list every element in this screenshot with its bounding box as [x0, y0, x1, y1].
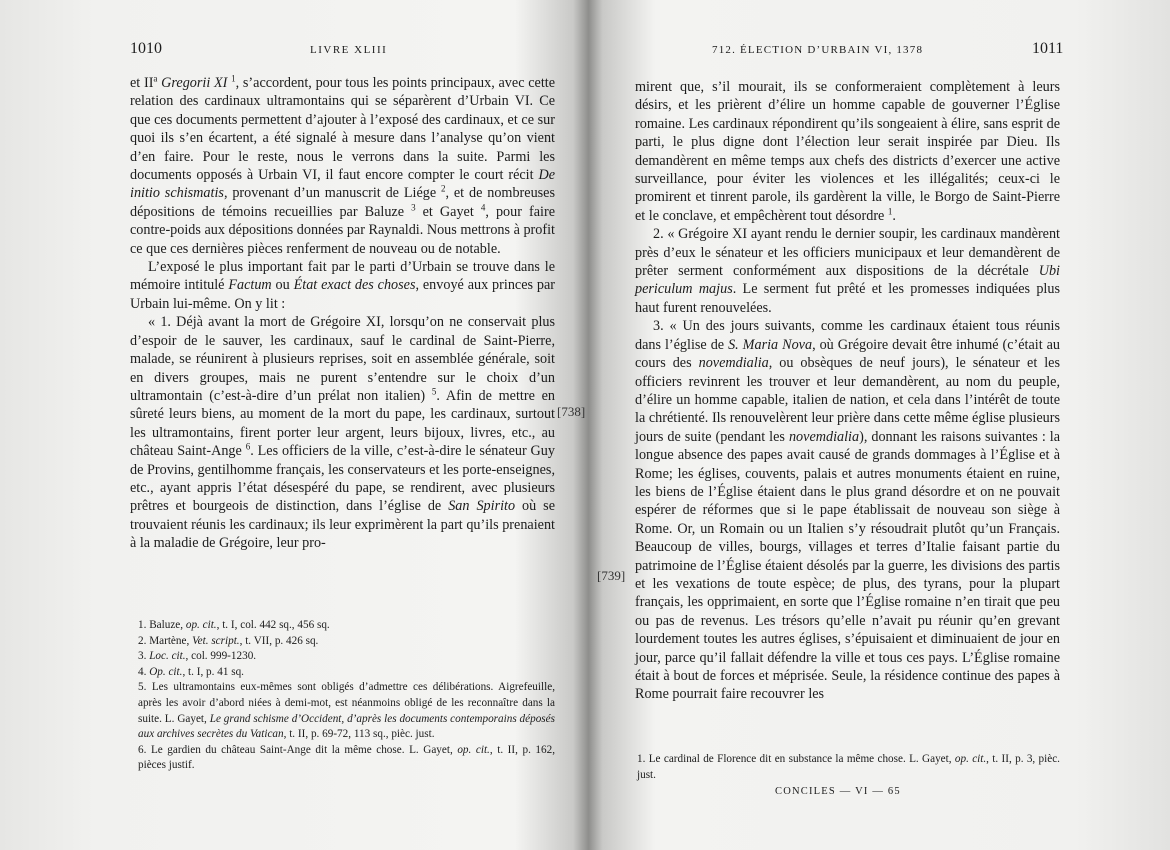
running-head: LIVRE XLIII — [310, 44, 388, 56]
footnote: 1. Le cardinal de Florence dit en substance la même chose. L. Gayet, op. cit., t. II, p. 3, pièc. just. — [637, 753, 1060, 781]
margin-page-mark: [738] — [557, 404, 586, 419]
footnote: 2. Martène, Vet. script., t. VII, p. 426 sq. — [138, 634, 319, 647]
margin-page-mark: [739] — [597, 568, 626, 583]
paragraph: 2. « Grégoire XI ayant rendu le dernier soupir, les cardinaux mandèrent près d’eux le sénateur et les officiers municipaux et leur demandèrent de prêter serment conformément aux dispositions de la décrétale Ubi periculum majus. Le serment fut prêté et les promesses indiquées plus haut furent renouvelées. — [635, 226, 1060, 316]
footnote: 6. Le gardien du château Saint-Ange dit la même chose. L. Gayet, op. cit., t. II, p. 162, pièces justif. — [138, 743, 555, 772]
paragraph: mirent que, s’il mourait, ils se conformeraient complètement à leurs désirs, et les prièrent d’élire un homme capable de gouverner l’Église romaine. Les cardinaux répondirent qu’ils songeaient à élire, sans esprit de parti, le plus digne dont l’élection leur serait inspirée par Dieu. Ils demandèrent en même temps aux chefs des districts d’exercer une active surveillance, pour éviter les violences et les illégalités; ceux-ci le promirent et tinrent parole, ils gardèrent la ville, le Borgo de Saint-Pierre et le conclave, et empêchèrent tout désordre $^1$. — [635, 79, 1060, 224]
footnotes — [637, 752, 1060, 783]
page-number: 1010 — [130, 40, 162, 57]
paragraph: et $II^a$ Gregorii XI $^1$, s’accordent, pour tous les points principaux, avec cette relation des cardinaux ultramontains qui se séparèrent d’Urbain VI. Ce que ces documents permettent d’ajouter à l’exposé des cardinaux, et ce sur quoi ils s’en écartent, a été signalé à mesure dans l’analyse qu’on vient d’en faire. Pour le reste, nous le verrons dans la suite. Parmi les documents opposés à Urbain VI, il faut encore compter le court récit De initio schismatis, provenant d’un manuscrit de Liége $^2$, et de nombreuses dépositions de témoins recueillies par Baluze $^3$ et Gayet $^4$, pour faire contre-poids aux dépositions données par Raynaldi. Nous mettrons à profit ce que ces dernières pièces renferment de nouveau ou de notable. — [130, 73, 556, 257]
footnote: 3. Loc. cit., col. 999-1230. — [138, 650, 257, 663]
footnote: 1. Baluze, op. cit., t. I, col. 442 sq., 456 sq. — [138, 619, 330, 631]
paragraph: 3. « Un des jours suivants, comme les cardinaux étaient tous réunis dans l’église de S. Maria Nova, où Grégoire devait être inhumé (c’était au cours des novemdialia, ou obsèques de neuf jours), le sénateur et les officiers revinrent les trouver et leur demandèrent, au nom du peuple, d’élire un homme capable, italien de nation, et cela dans l’intérêt de toute la chrétienté. Ils renouvelèrent leur prière dans cette même église plusieurs jours de suite (pendant les novemdialia), donnant les raisons suivantes : la longue absence des papes avait causé de grands dommages à l’Église et à Rome; les églises, couvents, palais et autres monuments étaient en ruine, les biens de l’Église étaient dans le plus grand désordre et on ne pouvait espérer de réformes que si le pape établissait de nouveau son siège à Rome. Or, un Romain ou un Italien s’y résoudrait plutôt qu’un Français. Beaucoup de villes, bourgs, villages et terres d’Italie faisant partie du patrimoine de l’Église étaient désolés par la guerre, les divisions des partis et les vexations de toute espèce; de plus, des tyrans, pour la plupart français, les opprimaient, en sorte que l’Église romaine n’en tirait que peu ou pas de revenus. Les trésors qu’elle n’avait pu réunir qu’en grevant lourdement toutes les autres églises, s’épuisaient et diminuaient de jour en jour, parce qu’il fallait défendre la ville et tous ces pays. L’Église romaine était à bout de forces et méprisée. Seule, la résidence continue des papes à Rome pourrait faire recouvrer les — [635, 318, 1061, 703]
footnote: 5. Les ultramontains eux-mêmes sont obligés d’admettre ces délibérations. Aigrefeuille, après les avoir d’abord niées à demi-mot, est néanmoins obligé de les reconnaître dans la suite. L. Gayet, Le grand schisme d’Occident, d’après les documents contemporains déposés aux archives secrètes du Vatican, t. II, p. 69-72, 113 sq., pièc. just. — [138, 681, 555, 741]
page-body — [635, 78, 1060, 704]
running-head: 712. ÉLECTION D’URBAIN VI, 1378 — [712, 44, 924, 56]
signature-footer: CONCILES — VI — 65 — [775, 786, 901, 797]
page-number: 1011 — [1032, 40, 1064, 57]
footnotes — [138, 618, 555, 774]
paragraph: « 1. Déjà avant la mort de Grégoire XI, lorsqu’on ne conservait plus d’espoir de le sauver, les cardinaux, sauf le cardinal de Saint-Pierre, malade, se réunirent à plusieurs reprises, soit en assemblée générale, soit en divers groupes, mais ne purent s’entendre sur le choix d’un ultramontain (c’est-à-dire d’un prélat non italien) $^5$. Afin de mettre en sûreté leurs biens, au moment de la mort du pape, les cardinaux, surtout les ultramontains, firent porter leur argent, leurs bijoux, livres, etc., au château Saint-Ange $^6$. Les officiers de la ville, c’est-à-dire le sénateur Guy de Provins, gentilhomme français, les conservateurs et les porte-enseignes, etc., ayant appris l’état désespéré du pape, se rendirent, avec plusieurs prêtres et bourgeois de distinction, dans l’église de San Spirito où se trouvaient réunis les cardinaux; ils leur exprimèrent la part qu’ils prenaient à la maladie de Grégoire, leur pro- — [130, 314, 555, 552]
page-body — [130, 74, 555, 553]
right-page — [585, 0, 1170, 850]
footnote: 4. Op. cit., t. I, p. 41 sq. — [138, 665, 244, 678]
paragraph: L’exposé le plus important fait par le parti d’Urbain se trouve dans le mémoire intitulé Factum ou État exact des choses, envoyé aux princes par Urbain lui-même. On y lit : — [130, 259, 556, 312]
